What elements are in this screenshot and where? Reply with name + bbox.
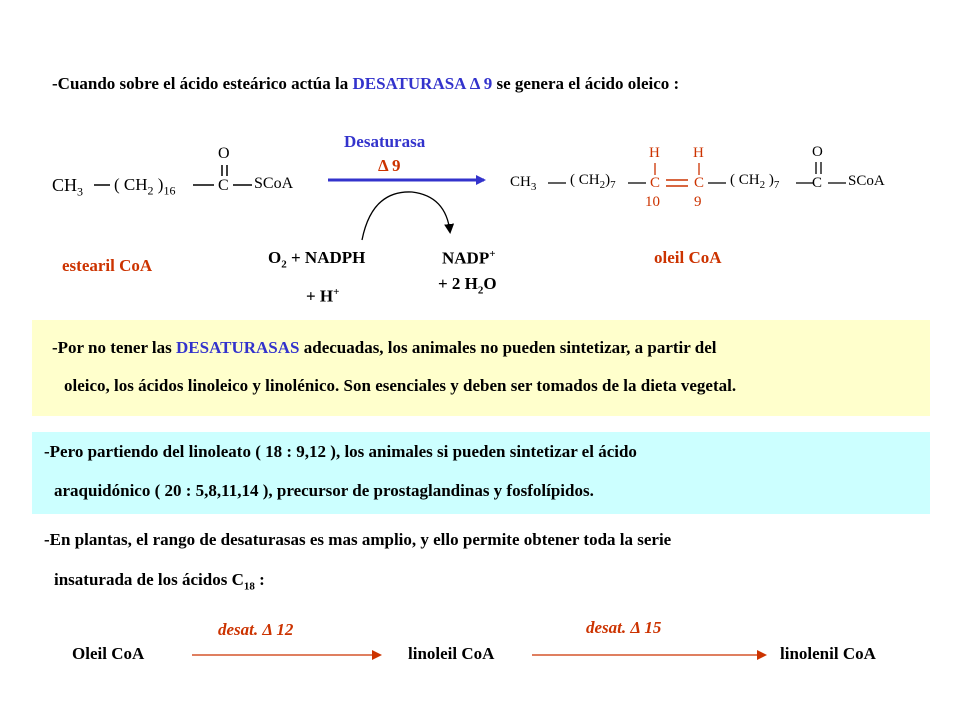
paragraph1-line2: oleico, los ácidos linoleico y linolénico. Son esenciales y deben ser tomados de la dieta vegetal. xyxy=(64,376,737,395)
pathway-enzyme-d12: desat. Δ 12 xyxy=(218,620,294,639)
paragraph2-line1: -Pero partiendo del linoleato ( 18 : 9,12 ), los animales si pueden sintetizar el ácido xyxy=(44,442,637,461)
enzyme-delta: Δ 9 xyxy=(378,156,401,175)
cofactor-curve-arrow xyxy=(362,192,450,240)
cofactor-out-1: NADP+ xyxy=(442,248,496,268)
intro-prefix: -Cuando sobre el ácido esteárico actúa la xyxy=(52,74,353,93)
oleyl-c10-number: 10 xyxy=(645,194,660,210)
pathway-step-linolenil: linolenil CoA xyxy=(780,644,876,663)
oleyl-h-c9: H xyxy=(693,145,704,161)
paragraph1-line1: -Por no tener las DESATURASAS adecuadas, los animales no pueden sintetizar, a partir del xyxy=(52,338,717,357)
paragraph3-line1: -En plantas, el rango de desaturasas es mas amplio, y ello permite obtener toda la serie xyxy=(44,530,672,549)
intro-suffix: se genera el ácido oleico : xyxy=(492,74,680,93)
oleyl-h-c10: H xyxy=(649,145,660,161)
stearyl-oxygen: O xyxy=(218,145,230,162)
oleyl-carbon: C xyxy=(812,175,823,191)
oleyl-scoa: SCoA xyxy=(848,173,885,189)
enzyme-label: Desaturasa xyxy=(344,132,426,151)
oleyl-ch3: $CH_3$ xyxy=(510,174,537,193)
oleyl-c9-number: 9 xyxy=(694,194,702,210)
paragraph3-line2: insaturada de los ácidos $C_{18}$ : xyxy=(54,570,265,593)
pathway-step-linoleil: linoleil CoA xyxy=(408,644,495,663)
product-label: oleil CoA xyxy=(654,248,722,267)
pathway-step-oleil: Oleil CoA xyxy=(72,644,145,663)
oleyl-ch2-group-1: ( $CH_2)_7$ xyxy=(570,172,616,191)
stearyl-ch3: $CH_3$ xyxy=(52,175,84,199)
stearyl-ch2-group: ( $CH_2$ )$_{16}$ xyxy=(114,175,176,198)
oleyl-ch2-group-2: ( $CH_2$ )$_7$ xyxy=(730,172,780,191)
oleyl-c10: C xyxy=(650,175,661,191)
stearyl-carbon: C xyxy=(218,177,229,194)
intro-enzyme: DESATURASA Δ 9 xyxy=(352,74,493,93)
pathway-enzyme-d15: desat. Δ 15 xyxy=(586,618,662,637)
cofactor-in-2: + H+ xyxy=(306,286,340,306)
cofactor-out-2: + 2 $H_2O$ xyxy=(438,274,497,297)
paragraph2-line2: araquidónico ( 20 : 5,8,11,14 ), precursor de prostaglandinas y fosfolípidos. xyxy=(54,481,594,500)
oleyl-c9: C xyxy=(694,175,705,191)
stearyl-scoa: SCoA xyxy=(254,175,294,192)
substrate-label: estearil CoA xyxy=(62,256,153,275)
oleyl-oxygen: O xyxy=(812,144,823,160)
cofactor-in-1: $O_2$ + NADPH xyxy=(268,248,366,271)
